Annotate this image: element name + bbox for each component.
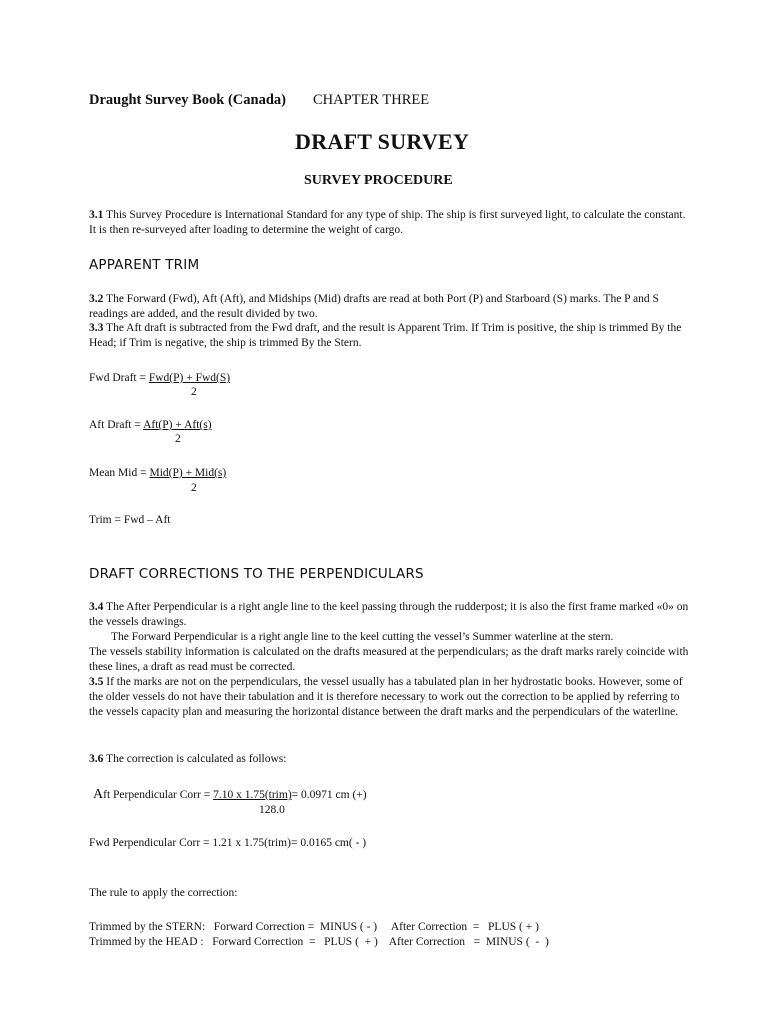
formula-mid-denominator: 2 (191, 482, 197, 494)
paragraph-3-1 (89, 208, 689, 238)
para-number: 3.6 (89, 753, 104, 765)
formula-label: Mean Mid = (89, 467, 150, 479)
paragraph-3-4 (89, 600, 689, 675)
paragraph-3-3 (89, 321, 689, 351)
formula-mid (89, 466, 226, 481)
chapter-label (313, 92, 429, 109)
para-rest-text: The vessels stability information is calculated on the drafts measured at the perpendiculars; as the draft marks rarely coincide with these lines, a draft as read must be corrected. (89, 646, 689, 673)
calc-aft-label: ft Perpendicular Corr = (103, 789, 214, 801)
calc-aft-numerator: 7.10 x 1.75(trim) (213, 789, 292, 801)
paragraph-3-5 (89, 675, 689, 720)
rule-head: Trimmed by the HEAD : Forward Correction = PLUS ( + ) After Correction = MINUS ( - ) (89, 936, 549, 948)
calc-aft-denominator: 128.0 (259, 804, 285, 816)
page-subtitle: SURVEY PROCEDURE (304, 173, 453, 188)
formula-fwd (89, 371, 230, 386)
calc-aft (93, 787, 367, 803)
para-number: 3.4 (89, 601, 104, 613)
book-title (89, 92, 286, 109)
para-number: 3.5 (89, 676, 104, 688)
formula-numerator: Mid(P) + Mid(s) (149, 467, 227, 479)
para-number: 3.1 (89, 209, 104, 221)
calc-aft-initial: A (93, 787, 104, 802)
formula-numerator: Fwd(P) + Fwd(S) (148, 372, 231, 384)
para-number: 3.2 (89, 293, 104, 305)
para-indent-text: The Forward Perpendicular is a right angle line to the keel cutting the vessel’s Summer waterline at the stern. (111, 631, 614, 643)
formula-label: Fwd Draft = (89, 372, 149, 384)
para-text: This Survey Procedure is International Standard for any type of ship. The ship is first surveyed light, to calculate the constant. It is then re-surveyed after loading to determine the weight of cargo. (89, 209, 686, 236)
para-text: The correction is calculated as follows: (103, 753, 287, 765)
section-draft-corrections: DRAFT CORRECTIONS TO THE PERPENDICULARS (89, 566, 424, 582)
page-title: DRAFT SURVEY (295, 129, 470, 154)
formula-trim: Trim = Fwd – Aft (89, 514, 171, 526)
formula-label: Aft Draft = (89, 419, 144, 431)
formula-fwd-denominator: 2 (191, 386, 197, 398)
formula-numerator: Aft(P) + Aft(s) (143, 419, 212, 431)
para-text: If the marks are not on the perpendiculars, the vessel usually has a tabulated plan in her hydrostatic books. However, some of the older vessels do not have their tabulation and it is therefore necessary to work out the correction to be applied by referring to the vessels capacity plan and measuring the horizontal distance between the draft marks and the perpendiculars of the waterline. (89, 676, 683, 718)
formula-aft-denominator: 2 (175, 433, 181, 445)
calc-aft-result: = 0.0971 cm (+) (291, 789, 367, 801)
book-name: Draught Survey Book (Canada) (89, 92, 286, 108)
para-text: The Forward (Fwd), Aft (Aft), and Midships (Mid) drafts are read at both Port (P) and Starboard (S) marks. The P and S readings are added, and the result divided by two. (89, 293, 659, 320)
paragraph-3-6 (89, 752, 689, 767)
para-text: The Aft draft is subtracted from the Fwd draft, and the result is Apparent Trim. If Trim is positive, the ship is trimmed By the Head; if Trim is negative, the ship is trimmed By the Stern. (89, 322, 682, 349)
rule-intro: The rule to apply the correction: (89, 887, 238, 899)
paragraph-3-2 (89, 292, 689, 322)
section-apparent-trim: APPARENT TRIM (89, 257, 200, 273)
rule-stern: Trimmed by the STERN: Forward Correction = MINUS ( - ) After Correction = PLUS ( + ) (89, 921, 539, 933)
calc-fwd: Fwd Perpendicular Corr = 1.21 x 1.75(trim)= 0.0165 cm( - ) (89, 837, 367, 849)
chapter-text: CHAPTER THREE (313, 92, 430, 108)
para-number: 3.3 (89, 322, 104, 334)
formula-aft (89, 418, 212, 433)
para-text: The After Perpendicular is a right angle line to the keel passing through the rudderpost; it is also the first frame marked «0» on the vessels drawings. (89, 601, 689, 628)
